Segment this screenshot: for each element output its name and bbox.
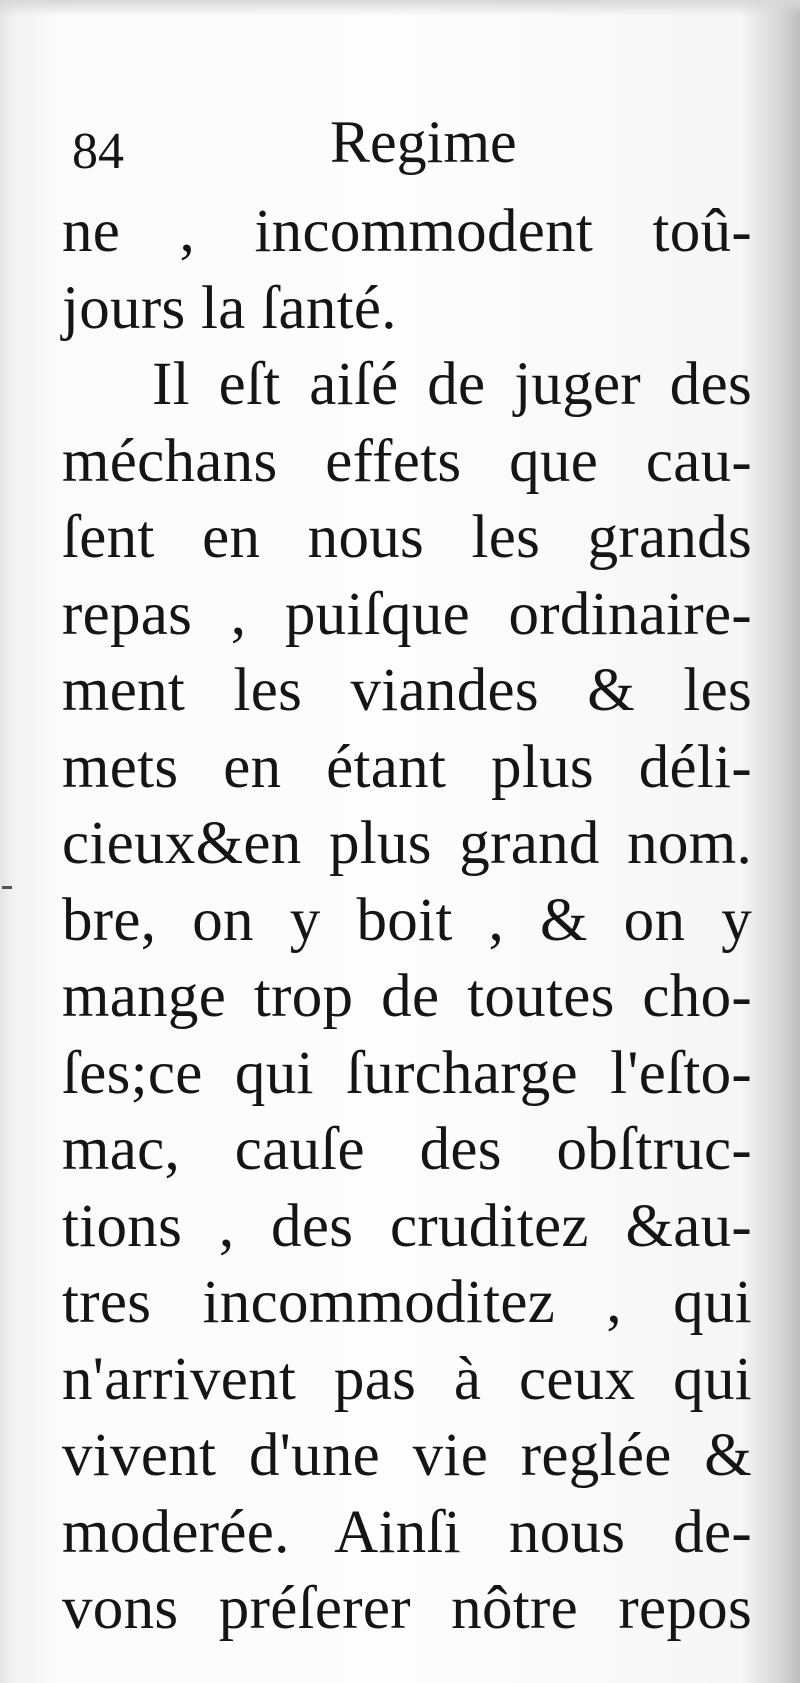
page-top-shadow — [0, 0, 800, 16]
running-head: Regime — [330, 109, 517, 175]
text-line: mets en étant plus déli- — [62, 733, 752, 801]
text-line: ſes;ce qui ſurcharge l'eſto- — [62, 1039, 752, 1107]
text-line: mac, cauſe des obſtruc- — [62, 1116, 752, 1183]
text-line: repas , puiſque ordinaire- — [62, 580, 752, 648]
margin-mark — [2, 886, 12, 889]
text-line: jours la ſanté. — [62, 274, 397, 342]
text-line: mange trop de toutes cho- — [62, 963, 752, 1030]
text-line: cieux&en plus grand nom. — [62, 810, 752, 877]
text-line: vons préſerer nôtre repos — [62, 1575, 752, 1642]
text-line: ſent en nous les grands — [62, 504, 752, 571]
text-line: tions , des cruditez &au- — [62, 1192, 752, 1260]
text-line: bre, on y boit , & on y — [62, 886, 752, 954]
paragraph-first-line: Il eſt aiſé de juger des — [152, 351, 752, 418]
page-header — [62, 108, 762, 194]
text-line: ment les viandes & les — [62, 657, 752, 724]
text-line: tres incommoditez , qui — [62, 1269, 752, 1336]
text-line: méchans effets que cau- — [62, 427, 752, 495]
text-line: n'arrivent pas à ceux qui — [62, 1345, 752, 1413]
text-line: moderée. Ainſi nous de- — [62, 1498, 752, 1566]
text-line: ne , incommodent toû- — [62, 198, 752, 265]
text-line: vivent d'une vie reglée & — [62, 1422, 752, 1489]
page-number: 84 — [72, 123, 124, 180]
page-text — [62, 108, 762, 1648]
